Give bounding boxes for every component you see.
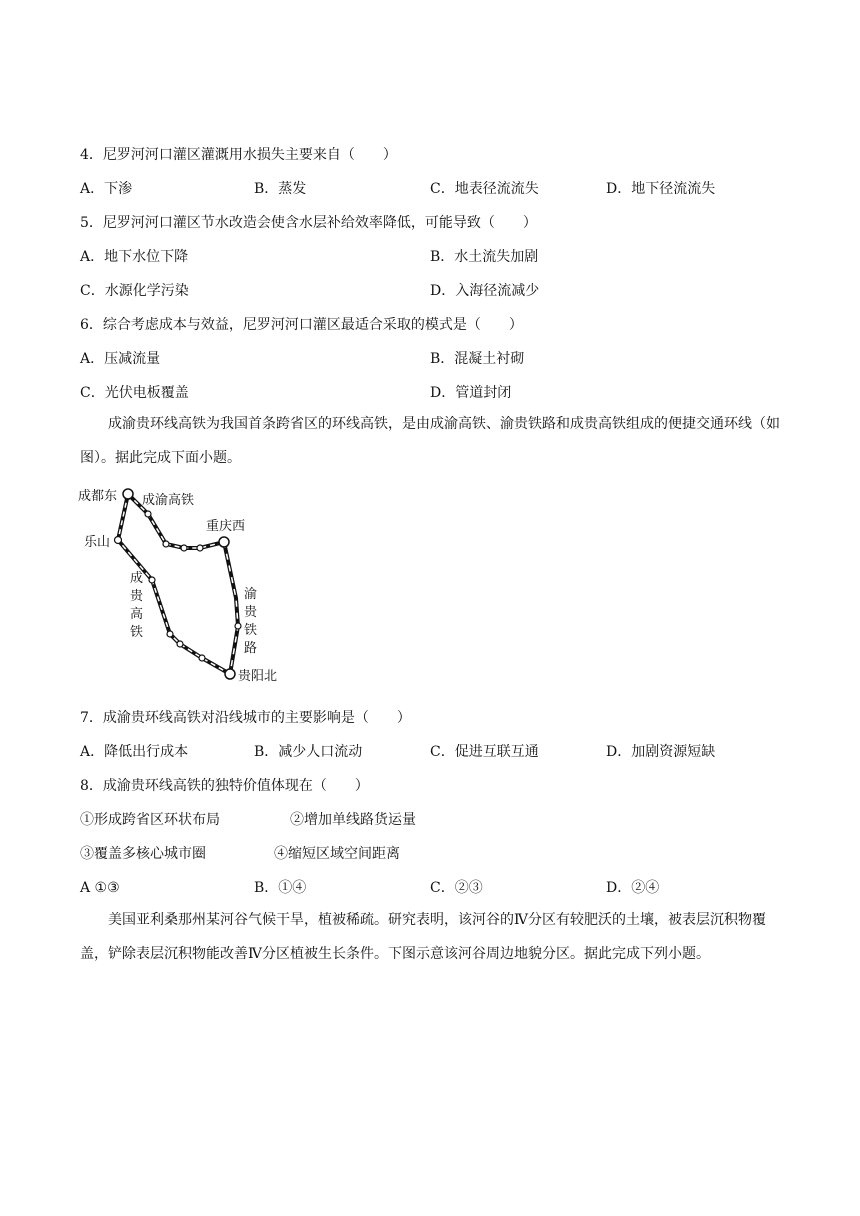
q8-option-d: D．②④ <box>606 880 660 896</box>
q4-option-a: A．下渗 <box>80 181 133 197</box>
q6-option-d: D．管道封闭 <box>430 385 512 401</box>
passage-arizona-valley: 美国亚利桑那州某河谷气候干旱，植被稀疏。研究表明，该河谷的Ⅳ分区有较肥沃的土壤，被表层沉积物覆盖，铲除表层沉积物能改善Ⅳ分区植被生长条件。下图示意该河谷周边地貌分区。据此完成下列小题。 <box>80 912 766 962</box>
q4-option-b: B．蒸发 <box>254 181 307 197</box>
q8-option-b: B．①④ <box>254 880 307 896</box>
q5-option-a: A．地下水位下降 <box>80 249 189 265</box>
q5-option-b: B．水土流失加剧 <box>430 249 539 265</box>
station-minor <box>177 641 183 647</box>
station-minor <box>197 545 203 551</box>
q7-option-c: C．促进互联互通 <box>430 744 539 760</box>
label-chenggui-3: 高 <box>130 607 144 622</box>
q6-option-a: A．压减流量 <box>80 351 161 367</box>
question-6-stem: 6．综合考虑成本与效益，尼罗河河口灌区最适合采取的模式是（ ） <box>80 317 523 333</box>
station-minor <box>149 577 155 583</box>
station-guiyang-north <box>225 669 235 679</box>
label-leshan: 乐山 <box>84 535 111 550</box>
q4-option-d: D．地下径流流失 <box>606 181 716 197</box>
label-yugui-2: 贵 <box>244 605 258 620</box>
label-chongqing-west: 重庆西 <box>206 519 246 534</box>
q4-option-c: C．地表径流流失 <box>430 181 539 197</box>
label-chenggui-1: 成 <box>130 571 144 586</box>
passage-railway-intro: 成渝贵环线高铁为我国首条跨省区的环线高铁，是由成渝高铁、渝贵铁路和成贵高铁组成的便捷交通环线（如图）。据此完成下面小题。 <box>80 416 780 466</box>
q5-option-c: C．水源化学污染 <box>80 283 189 299</box>
q7-option-b: B．减少人口流动 <box>254 744 363 760</box>
q8-item-2: ②增加单线路货运量 <box>290 812 416 828</box>
station-chengdu-east <box>123 489 133 499</box>
label-chenggui-2: 贵 <box>130 589 144 604</box>
label-yugui-1: 渝 <box>244 587 258 602</box>
q8-item-3: ③覆盖多核心城市圈 <box>80 846 206 862</box>
station-chongqing-west <box>219 537 229 547</box>
station-minor <box>167 631 173 637</box>
station-minor <box>145 511 151 517</box>
station-minor <box>235 623 241 629</box>
label-yugui-4: 路 <box>244 641 258 656</box>
q6-option-b: B．混凝土衬砌 <box>430 351 525 367</box>
q8-item-1: ①形成跨省区环状布局 <box>80 812 220 828</box>
question-4-stem: 4．尼罗河河口灌区灌溉用水损失主要来自（ ） <box>80 147 397 163</box>
q7-option-d: D．加剧资源短缺 <box>606 744 716 760</box>
yugui-railway-line <box>224 542 238 674</box>
station-minor <box>163 541 169 547</box>
q8-option-a: A ①③ <box>80 880 120 896</box>
station-leshan <box>115 537 122 544</box>
q5-option-d: D．入海径流减少 <box>430 283 540 299</box>
station-minor <box>199 655 205 661</box>
railway-loop-map <box>76 482 296 690</box>
q7-option-a: A．降低出行成本 <box>80 744 189 760</box>
question-5-stem: 5．尼罗河河口灌区节水改造会使含水层补给效率降低，可能导致（ ） <box>80 215 537 231</box>
label-chenggui-4: 铁 <box>130 625 144 640</box>
question-8-stem: 8．成渝贵环线高铁的独特价值体现在（ ） <box>80 778 369 794</box>
label-chengyu-hsr: 成渝高铁 <box>142 493 195 508</box>
q6-option-c: C．光伏电板覆盖 <box>80 385 189 401</box>
q8-item-4: ④缩短区域空间距离 <box>274 846 400 862</box>
station-minor <box>181 545 187 551</box>
label-guiyang-north: 贵阳北 <box>238 669 278 684</box>
question-7-stem: 7．成渝贵环线高铁对沿线城市的主要影响是（ ） <box>80 710 411 726</box>
label-chengdu-east: 成都东 <box>78 489 118 504</box>
label-yugui-3: 铁 <box>244 623 258 638</box>
q8-option-c: C．②③ <box>430 880 483 896</box>
